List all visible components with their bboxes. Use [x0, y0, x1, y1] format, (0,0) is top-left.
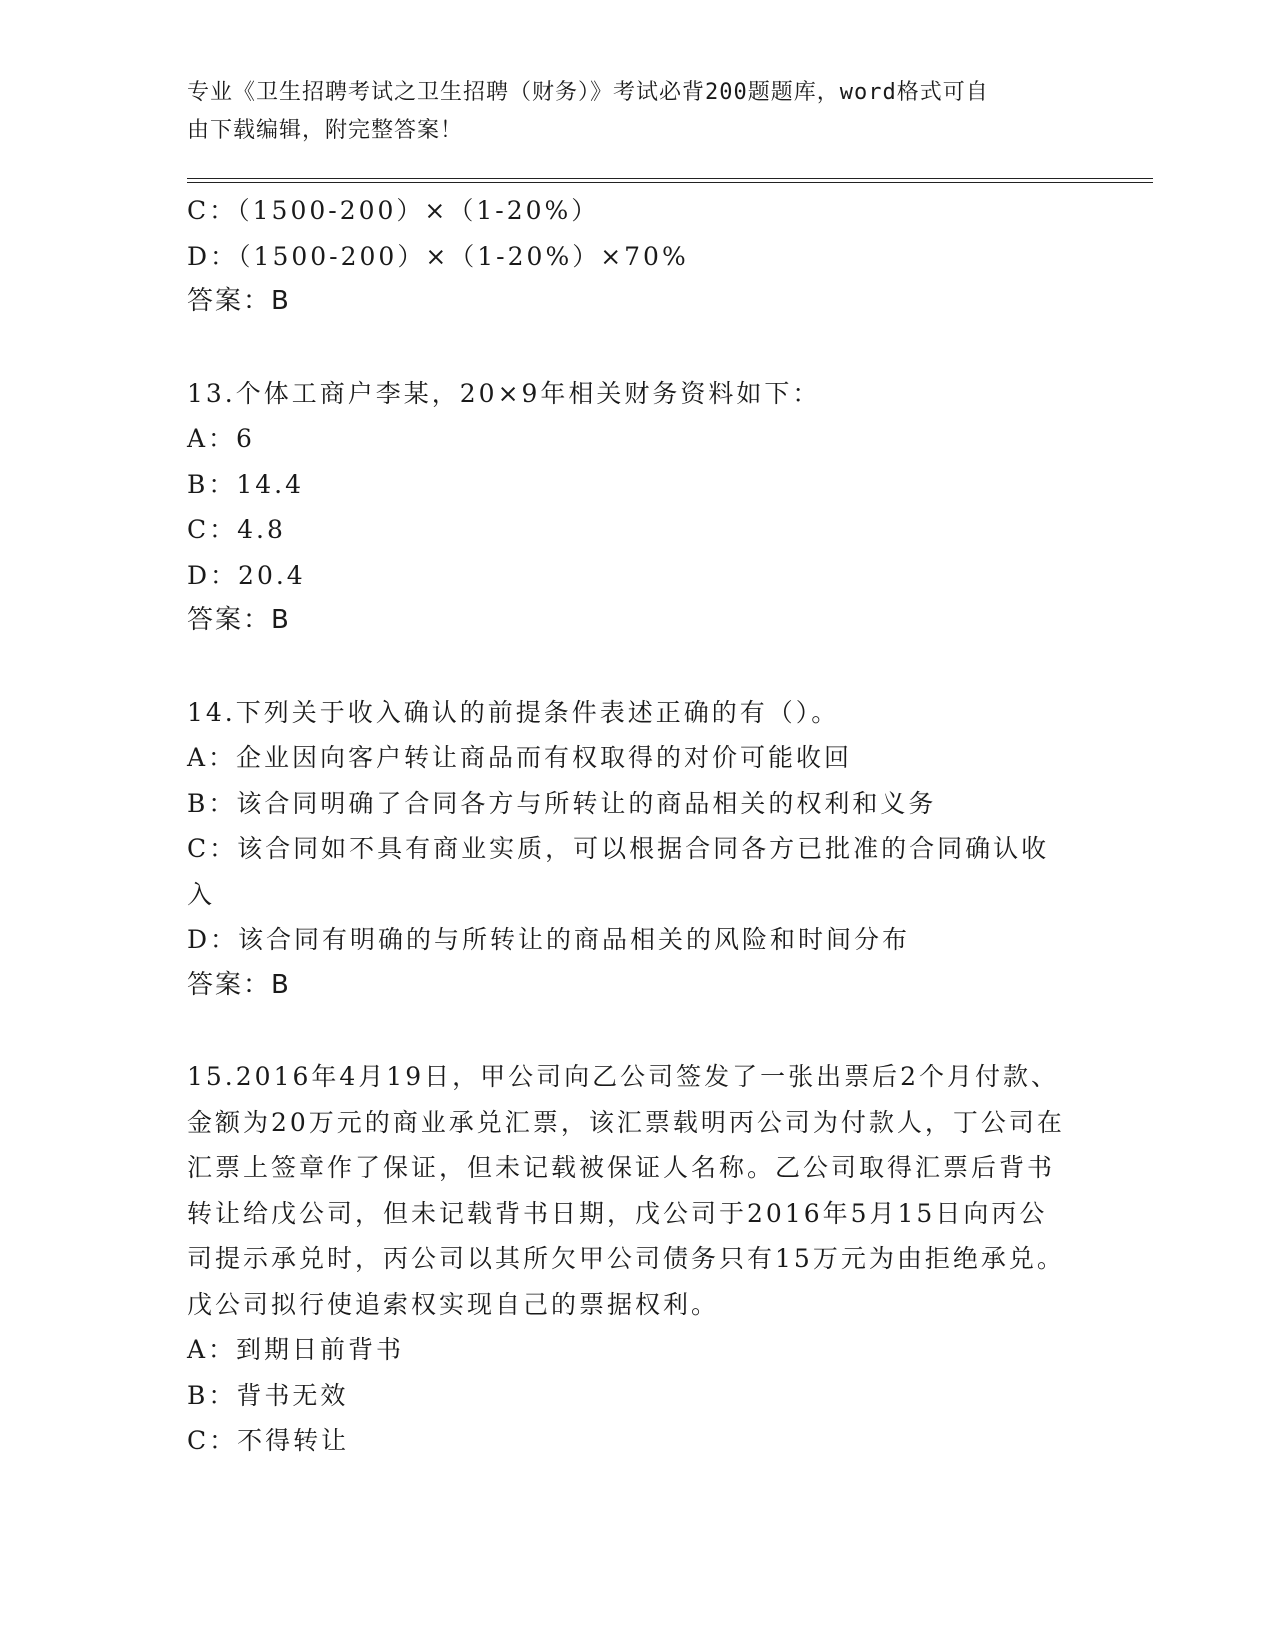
q15-option-c: C：不得转让: [187, 1426, 350, 1455]
q13-option-a: A：6: [187, 424, 255, 453]
q14-option-a: A：企业因向客户转让商品而有权取得的对价可能收回: [187, 743, 853, 772]
header-line-1: 专业《卫生招聘考试之卫生招聘（财务）》考试必背200题题库，word格式可自: [187, 80, 989, 105]
q13-option-d: D：20.4: [187, 560, 306, 590]
q12-option-d: D：（1500-200）×（1-20%）×70%: [187, 241, 689, 271]
spacer: [187, 325, 1067, 371]
spacer: [187, 644, 1067, 690]
q14-option-c: C：该合同如不具有商业实质，可以根据合同各方已批准的合同确认收入: [187, 834, 1050, 909]
q15-stem: 15.2016年4月19日，甲公司向乙公司签发了一张出票后2个月付款、金额为20万元的商业承兑汇票，该汇票载明丙公司为付款人，丁公司在汇票上签章作了保证，但未记载被保证人名称。乙公司取得汇票后背书转让给戊公司，但未记载背书日期，戊公司于2016年5月15日向丙公司提示承兑时，丙公司以其所欠甲公司债务只有15万元为由拒绝承兑。戊公司拟行使追索权实现自己的票据权利。: [187, 1062, 1065, 1319]
q14-option-d: D：该合同有明确的与所转让的商品相关的风险和时间分布: [187, 925, 911, 954]
question-content: [187, 188, 1067, 1464]
q13-answer: 答案：B: [187, 605, 291, 635]
header-line-2: 由下载编辑，附完整答案！: [187, 118, 464, 143]
document-header: [187, 74, 1067, 150]
q14-stem: 14.下列关于收入确认的前提条件表述正确的有（）。: [187, 697, 840, 727]
q12-option-c: C：（1500-200）×（1-20%）: [187, 196, 600, 225]
q13-stem: 13.个体工商户李某，20×9年相关财务资料如下：: [187, 378, 821, 408]
q12-answer: 答案：B: [187, 286, 291, 316]
header-divider-bottom: [187, 182, 1153, 183]
q13-option-b: B：14.4: [187, 469, 305, 499]
header-divider-top: [187, 178, 1153, 179]
q15-option-a: A：到期日前背书: [187, 1335, 405, 1364]
q15-option-b: B：背书无效: [187, 1380, 349, 1410]
spacer: [187, 1008, 1067, 1054]
q14-option-b: B：该合同明确了合同各方与所转让的商品相关的权利和义务: [187, 788, 937, 818]
q13-option-c: C：4.8: [187, 515, 286, 544]
q14-answer: 答案：B: [187, 969, 291, 1000]
